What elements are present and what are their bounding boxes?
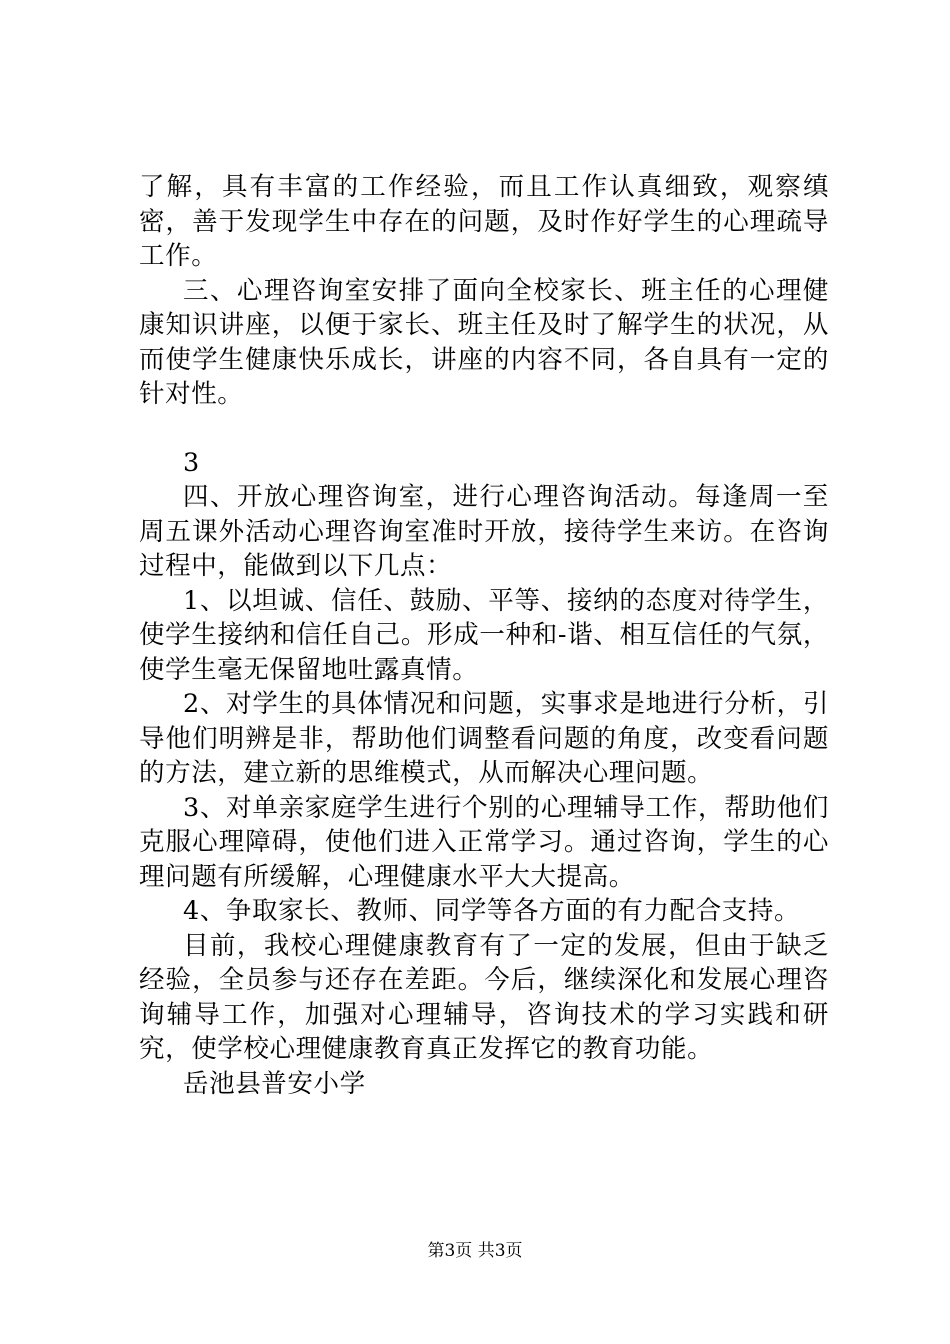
page-number-label: 第3页 共3页 <box>427 1241 523 1261</box>
signature-school-name: 岳池县普安小学 <box>183 1068 366 1099</box>
page-marker-number: 3 <box>183 447 200 478</box>
document-body <box>139 170 829 1101</box>
page-footer <box>0 1240 950 1262</box>
list-item-4: 4、争取家长、教师、同学等各方面的有力配合支持。 <box>183 896 801 926</box>
paragraph-item-4-counseling: 四、开放心理咨询室，进行心理咨询活动。每逢周一至周五课外活动心理咨询室准时开放，接待学生来访。在咨询过程中，能做到以下几点： <box>139 482 829 581</box>
paragraph-continuation: 了解，具有丰富的工作经验，而且工作认真细致，观察缜密，善于发现学生中存在的问题，及时作好学生的心理疏导工作。 <box>139 172 829 271</box>
list-item-2: 2、对学生的具体情况和问题，实事求是地进行分析，引导他们明辨是非，帮助他们调整看问题的角度，改变看问题的方法，建立新的思维模式，从而解决心理问题。 <box>139 689 829 788</box>
paragraph-spacer <box>139 412 829 446</box>
paragraph-conclusion: 目前，我校心理健康教育有了一定的发展，但由于缺乏经验，全员参与还存在差距。今后，继续深化和发展心理咨询辅导工作，加强对心理辅导，咨询技术的学习实践和研究，使学校心理健康教育真正发挥它的教育功能。 <box>139 930 829 1064</box>
paragraph-item-3-lectures: 三、心理咨询室安排了面向全校家长、班主任的心理健康知识讲座，以便于家长、班主任及时了解学生的状况，从而使学生健康快乐成长，讲座的内容不同，各自具有一定的针对性。 <box>139 275 829 409</box>
list-item-1: 1、以坦诚、信任、鼓励、平等、接纳的态度对待学生，使学生接纳和信任自己。形成一种和-谐、相互信任的气氛，使学生毫无保留地吐露真情。 <box>139 585 829 685</box>
list-item-3: 3、对单亲家庭学生进行个别的心理辅导工作，帮助他们克服心理障碍，使他们进入正常学习。通过咨询，学生的心理问题有所缓解，心理健康水平大大提高。 <box>139 792 829 892</box>
